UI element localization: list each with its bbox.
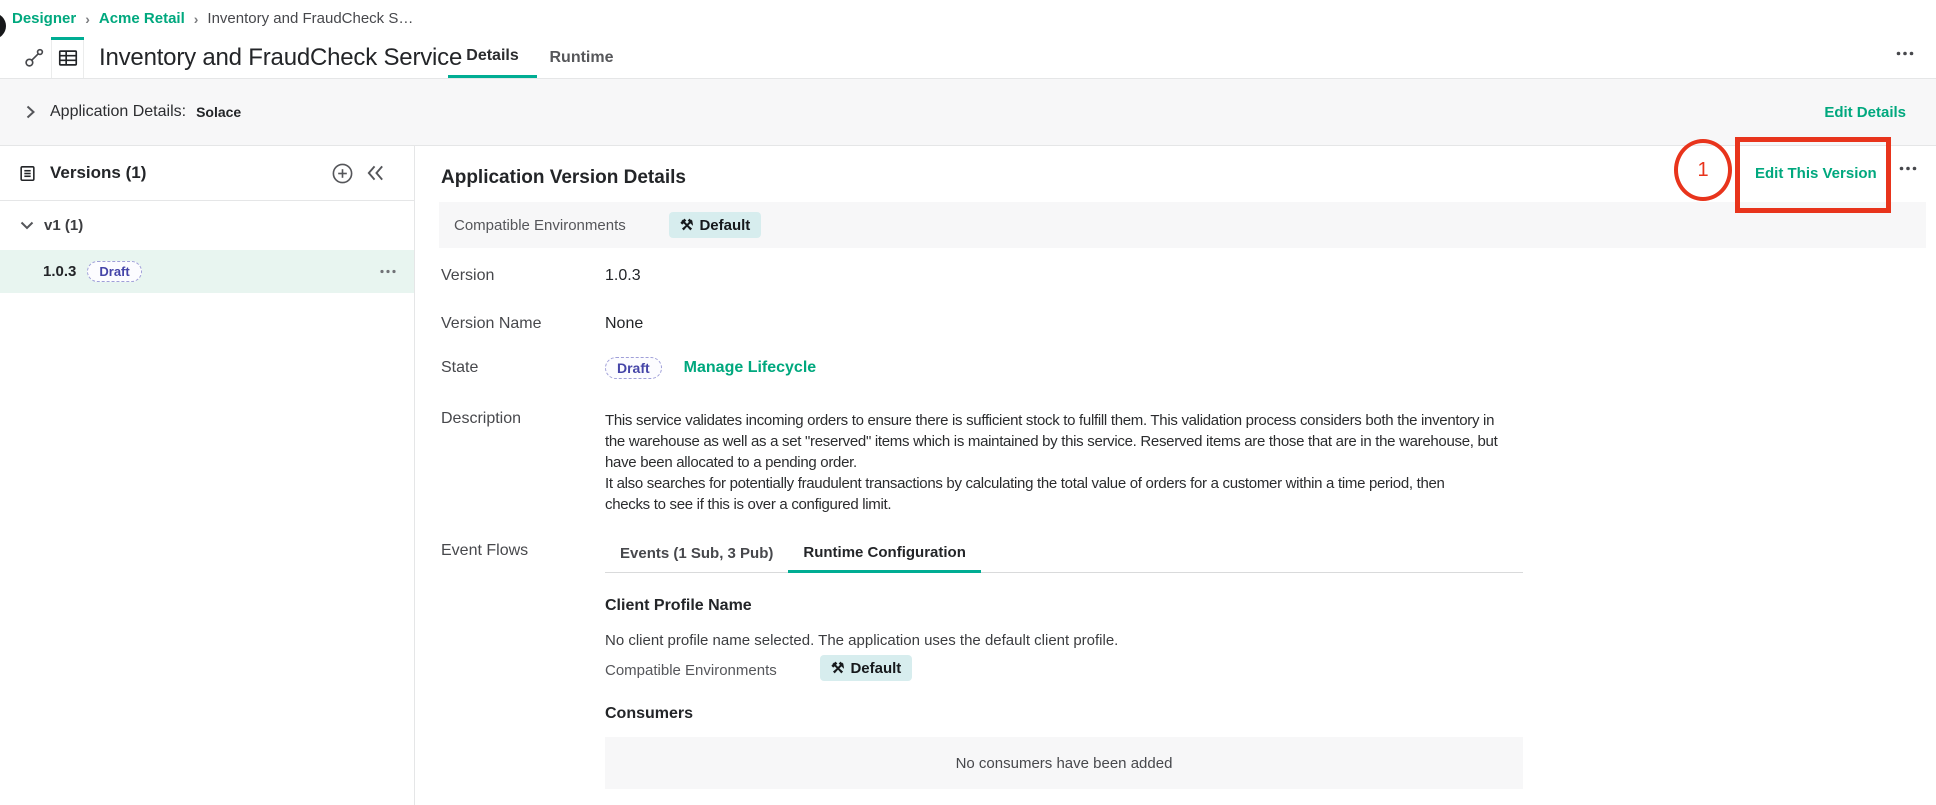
tools-icon: ⚒ xyxy=(831,660,845,677)
version-group-v1[interactable] xyxy=(0,201,414,250)
consumers-empty-text: No consumers have been added xyxy=(955,754,1173,772)
default-badge-label: Default xyxy=(850,659,902,677)
add-version-button[interactable] xyxy=(330,161,354,185)
compatible-environments-bar xyxy=(439,202,1926,248)
state-label: State xyxy=(441,359,479,376)
version-name-label: Version Name xyxy=(441,315,542,332)
chevron-down-icon xyxy=(20,221,34,230)
default-environment-badge xyxy=(669,212,761,238)
consumers-heading: Consumers xyxy=(605,705,694,722)
double-chevron-left-icon xyxy=(365,164,386,182)
breadcrumb-current: Inventory and FraudCheck S… xyxy=(207,10,414,27)
breadcrumb-separator-icon: › xyxy=(85,10,90,27)
versions-sidebar xyxy=(0,146,415,805)
tools-icon: ⚒ xyxy=(680,217,694,234)
event-flows-tabs xyxy=(605,534,981,573)
version-name-value: None xyxy=(605,315,644,332)
client-profile-heading: Client Profile Name xyxy=(605,597,752,614)
client-profile-note: No client profile name selected. The application uses the default client profile. xyxy=(605,632,1119,649)
state-row xyxy=(441,357,816,379)
description-label: Description xyxy=(441,410,522,427)
breadcrumb-link-domain[interactable]: Acme Retail xyxy=(98,10,185,27)
breadcrumb xyxy=(0,0,1936,37)
description-text: This service validates incoming orders to ensure there is sufficient stock to fulfill them. This validation process considers both the inventory in the warehouse as well as a set "reserved" items which is maintained by this service. Reserved items are those that are in the warehouse, but have been allocated to a pending order. It also searches for potentially fraudulent transactions by calculating the total value of orders for a customer within a time period, then checks to see if this is over a configured limit. xyxy=(605,412,1498,513)
application-details-label: Application Details: xyxy=(50,103,187,120)
version-details-panel xyxy=(415,146,1936,805)
table-view-tab[interactable] xyxy=(51,37,84,78)
version-group-label: v1 (1) xyxy=(44,217,84,234)
graph-view-icon[interactable] xyxy=(22,46,46,70)
edit-details-link[interactable]: Edit Details xyxy=(1824,103,1906,121)
version-kebab-menu-icon[interactable] xyxy=(380,269,396,274)
manage-lifecycle-link[interactable]: Manage Lifecycle xyxy=(683,359,817,376)
annotation-circle-1 xyxy=(1674,139,1732,201)
version-number: 1.0.3 xyxy=(43,263,77,280)
tab-events[interactable]: Events (1 Sub, 3 Pub) xyxy=(620,545,774,562)
version-value: 1.0.3 xyxy=(605,267,641,284)
annotation-number: 1 xyxy=(1697,158,1709,181)
version-row xyxy=(441,267,641,285)
version-details-title: Application Version Details xyxy=(441,167,686,188)
collapse-sidebar-button[interactable] xyxy=(363,161,387,185)
tab-runtime-configuration[interactable]: Runtime Configuration xyxy=(788,534,980,573)
breadcrumb-separator-icon: › xyxy=(193,10,199,27)
runtime-default-environment-badge xyxy=(820,655,912,681)
versions-header xyxy=(0,146,414,201)
compatible-environments-label: Compatible Environments xyxy=(454,216,626,234)
edit-this-version-button[interactable]: Edit This Version xyxy=(1755,165,1877,182)
application-details-row xyxy=(0,78,1936,146)
page-title: Inventory and FraudCheck Service xyxy=(99,43,463,71)
plus-circle-icon xyxy=(331,162,354,185)
version-label: Version xyxy=(441,267,495,284)
version-draft-badge: Draft xyxy=(87,261,141,282)
consumers-empty-state xyxy=(605,737,1523,789)
table-view-icon xyxy=(57,47,79,69)
title-bar xyxy=(0,37,1936,78)
state-draft-badge: Draft xyxy=(605,357,662,379)
version-actions-kebab-icon[interactable] xyxy=(1899,166,1917,171)
tab-details[interactable]: Details xyxy=(448,37,537,78)
chevron-right-icon[interactable] xyxy=(24,105,37,119)
breadcrumb-link-designer[interactable]: Designer xyxy=(12,10,77,27)
tab-runtime[interactable]: Runtime xyxy=(549,48,614,66)
application-details-value: Solace xyxy=(196,104,242,120)
edge-avatar-circle xyxy=(0,13,6,39)
page-kebab-menu-icon[interactable] xyxy=(1896,51,1914,56)
event-flows-label: Event Flows xyxy=(441,542,529,559)
runtime-compatible-environments-label: Compatible Environments xyxy=(605,662,777,679)
versions-list-icon xyxy=(18,164,37,183)
versions-title: Versions (1) xyxy=(50,163,147,182)
version-name-row xyxy=(441,315,643,333)
version-item-selected[interactable] xyxy=(0,250,414,293)
default-badge-label: Default xyxy=(699,216,751,234)
